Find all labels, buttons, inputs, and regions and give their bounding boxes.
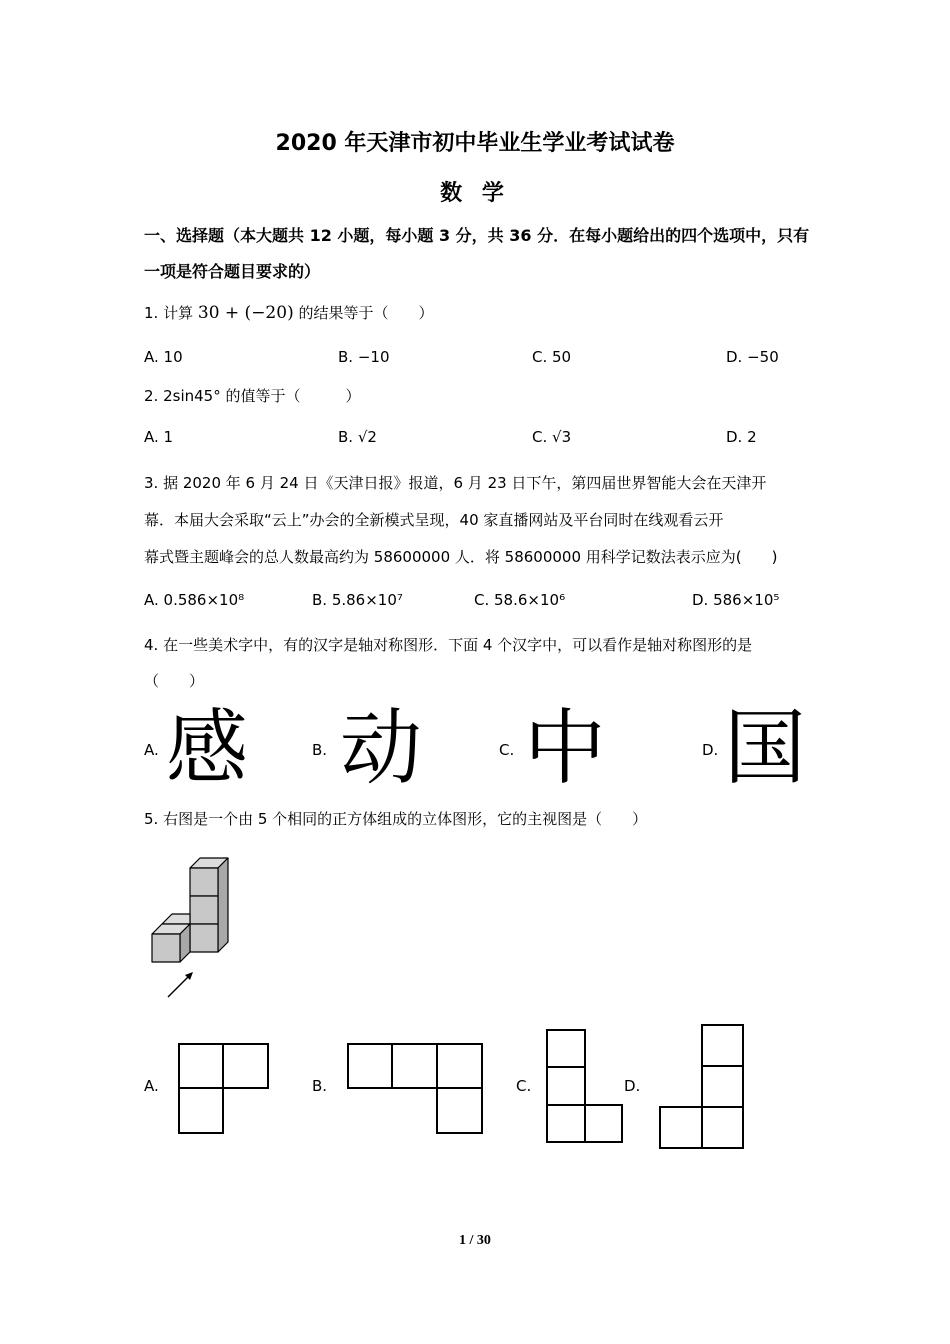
q1-expression: 30 + (−20) [197,303,294,323]
q1-option-c[interactable]: C. 50 [532,348,572,366]
question-4-line-1: 4. 在一些美术字中，有的汉字是轴对称图形．下面 4 个汉字中，可以看作是轴对称图形的是 [144,636,753,654]
q1-option-a[interactable]: A. 10 [144,348,183,366]
question-1 [144,303,434,323]
q1-option-d[interactable]: D. −50 [726,348,779,366]
question-4-line-2: （ ） [144,672,205,690]
q5-option-c-label[interactable]: C. [516,1077,532,1095]
q4-option-c-char: 中 [524,701,607,796]
question-3-line-1: 3. 据 2020 年 6 月 24 日《天津日报》报道，6 月 23 日下午，第四届世界智能大会在天津开 [144,474,767,492]
q3-option-b[interactable]: B. 5.86×10⁷ [312,591,403,609]
q5-option-b-label[interactable]: B. [312,1077,328,1095]
q4-option-a-label[interactable]: A. [144,741,159,759]
q5-option-b-figure [347,1043,484,1135]
q1-option-b[interactable]: B. −10 [338,348,390,366]
q3-option-a[interactable]: A. 0.586×10⁸ [144,591,245,609]
q5-option-d-label[interactable]: D. [624,1077,641,1095]
q5-option-a-label[interactable]: A. [144,1077,159,1095]
q2-option-d[interactable]: D. 2 [726,428,757,446]
q4-option-d-char: 国 [724,701,807,796]
q4-option-a-char: 感 [166,701,249,796]
q4-option-b-char: 动 [340,701,423,796]
q2-option-c[interactable]: C. √3 [532,428,572,446]
cube-solid-figure [140,850,250,1010]
question-3-line-2: 幕．本届大会采取“云上”办会的全新模式呈现，40 家直播网站及平台同时在线观看云开 [144,511,724,529]
q3-option-c[interactable]: C. 58.6×10⁶ [474,591,566,609]
page-number: 1 / 30 [459,1233,491,1248]
q5-option-c-figure [546,1029,624,1144]
q4-option-d-label[interactable]: D. [702,741,719,759]
q2-option-b[interactable]: B. √2 [338,428,377,446]
exam-title: 2020 年天津市初中毕业生学业考试试卷 [275,131,675,156]
question-3-line-3: 幕式暨主题峰会的总人数最高约为 58600000 人．将 58600000 用科学记数法表示应为( ) [144,548,778,566]
q3-option-d[interactable]: D. 586×10⁵ [692,591,780,609]
section-heading: 一、选择题（本大题共 12 小题，每小题 3 分，共 36 分．在每小题给出的四个选项中，只有一项是符合题目要求的） [144,226,810,281]
question-2: 2. 2sin45° 的值等于（ ） [144,387,361,405]
q4-option-c-label[interactable]: C. [499,741,515,759]
question-5: 5. 右图是一个由 5 个相同的正方体组成的立体图形，它的主视图是（ ） [144,810,648,828]
q1-suffix: 的结果等于（ ） [298,304,434,322]
q1-prefix: 1. 计算 [144,304,194,322]
q5-option-a-figure [178,1043,270,1135]
q5-option-d-figure [659,1024,745,1150]
subject-title: 数 学 [440,181,510,206]
q2-option-a[interactable]: A. 1 [144,428,174,446]
q4-option-b-label[interactable]: B. [312,741,328,759]
